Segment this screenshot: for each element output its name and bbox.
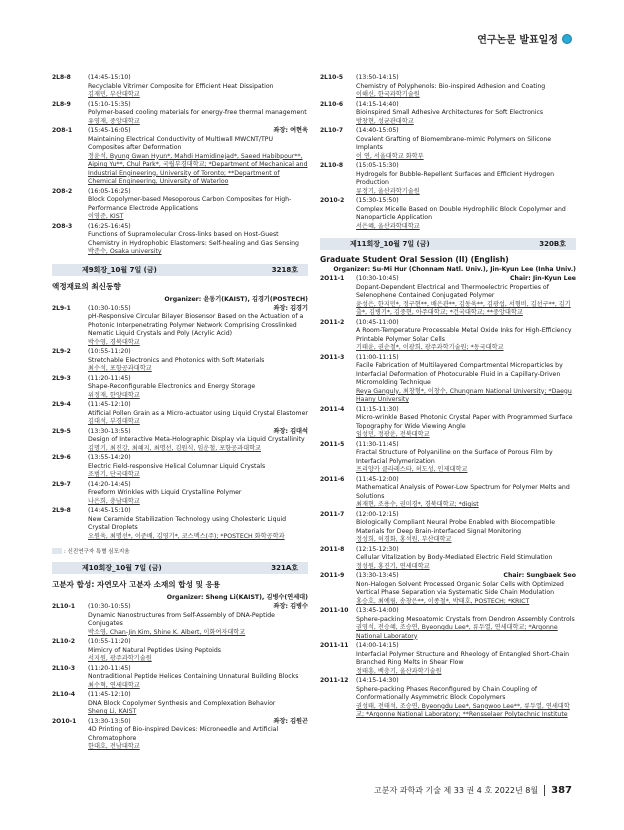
entry-time-row bbox=[88, 665, 308, 674]
entry-body bbox=[88, 454, 308, 480]
schedule-entry bbox=[52, 74, 308, 100]
schedule-entry bbox=[320, 511, 576, 545]
schedule-entry bbox=[52, 401, 308, 427]
entry-time: (15:45-16:05) bbox=[88, 127, 131, 134]
entry-title: Electric Field-responsive Helical Columnar Liquid Crystals bbox=[88, 462, 266, 470]
entry-authors: Reya Ganguly, 최창형*, 이창수, Chungnam National University; *Daegu Haany University bbox=[356, 387, 572, 403]
entry-time-row bbox=[356, 511, 576, 520]
entry-time-row bbox=[356, 319, 576, 328]
entry-body bbox=[88, 74, 308, 100]
entry-authors: 최재현, 조용수, 권미경*, 경북대학교; *digist bbox=[356, 501, 479, 508]
entry-title: Mimicry of Natural Peptides Using Peptoids bbox=[88, 646, 222, 654]
session-organizer: Organizer: 윤동기(KAIST), 김경기(POSTECH) bbox=[164, 295, 308, 303]
left-top-list bbox=[52, 74, 308, 257]
entry-title: Functions of Supramolecular Cross-links based on Host-Guest Chemistry in Hydrophobic Elastomers: Self-healing and Gas Sensing bbox=[88, 231, 299, 247]
schedule-entry bbox=[52, 127, 308, 187]
schedule-entry bbox=[320, 441, 576, 475]
entry-time: (10:30-10:55) bbox=[88, 304, 131, 312]
entry-time-row bbox=[356, 572, 576, 581]
entry-body bbox=[356, 546, 576, 572]
entry-title: Interfacial Polymer Structure and Rheology of Entangled Short-Chain Branched Ring Melts in Shear Flow bbox=[356, 650, 570, 666]
entry-code: 2L10-3 bbox=[52, 664, 76, 672]
entry-chair: Chair: Jin-Kyun Lee bbox=[509, 275, 576, 282]
entry-body bbox=[88, 665, 308, 691]
entry-time: (11:45-12:10) bbox=[88, 401, 131, 408]
entry-title: Facile Fabrication of Multilayered Compartmental Microparticles by Interfacial Deformation of Photocurable Fluid in a Capillary-Driven Micromolding Technique bbox=[356, 362, 563, 386]
entry-time: (11:15-11:30) bbox=[356, 405, 399, 413]
entry-code: 2O8-1 bbox=[52, 127, 73, 134]
entry-time-row bbox=[88, 691, 308, 700]
entry-code: 2O11-9 bbox=[320, 572, 345, 579]
schedule-entry bbox=[320, 572, 576, 606]
entry-authors: 권성태, 전태석, 조승연, Byeongdu Lee*, Sangwoo Lee**, 류두열, 연세대학교; *Argonne National Laboratory; **Rensselaer Polytechnic Institute bbox=[356, 702, 570, 718]
entry-time-row bbox=[356, 441, 576, 450]
schedule-entry bbox=[52, 603, 308, 637]
entry-code: 2L9-5 bbox=[52, 427, 71, 435]
entry-title: Dynamic Nanostructures from Self-Assembly of DNA-Peptide Conjugates bbox=[88, 611, 275, 627]
entry-chair: 좌장: 여현욱 bbox=[273, 127, 308, 134]
entry-chair: Chair: Sungbaek Seo bbox=[503, 572, 576, 579]
schedule-entry bbox=[52, 348, 308, 374]
entry-time-row bbox=[88, 718, 308, 727]
entry-code: 2O8-2 bbox=[52, 187, 73, 195]
entry-authors: 김대석, 부경대학교 bbox=[88, 418, 140, 425]
entry-time-row bbox=[88, 375, 308, 384]
legend-text: : 신진연구자 특별 심포지움 bbox=[64, 549, 130, 555]
schedule-entry bbox=[320, 162, 576, 196]
right-column bbox=[320, 74, 576, 721]
entry-chair: 좌장: 김대석 bbox=[273, 427, 308, 435]
entry-body bbox=[356, 406, 576, 440]
schedule-entry bbox=[320, 677, 576, 720]
section-header-room11 bbox=[320, 238, 576, 250]
entry-time: (13:30-13:55) bbox=[88, 427, 131, 435]
entry-title: Biologically Compliant Neural Probe Enabled with Biocompatible Materials for Deep Brain-interfaced Signal Monitoring bbox=[356, 519, 556, 535]
entry-body bbox=[356, 101, 576, 127]
entry-time-row bbox=[88, 188, 308, 197]
entry-time-row bbox=[88, 101, 308, 110]
schedule-entry bbox=[320, 354, 576, 405]
entry-title: Fractal Structure of Polyaniline on the Surface of Porous Film by Interfacial Polymerization bbox=[356, 449, 553, 465]
entry-title: Shape-Reconfigurable Electronics and Energy Storage bbox=[88, 383, 256, 390]
entry-authors: 최수석, 포항공과대학교 bbox=[88, 365, 152, 372]
schedule-entry bbox=[320, 127, 576, 161]
entry-time: (13:55-14:20) bbox=[88, 454, 131, 461]
entry-body bbox=[356, 354, 576, 405]
entry-code: 2O11-5 bbox=[320, 440, 345, 448]
entry-body bbox=[88, 401, 308, 427]
schedule-entry bbox=[320, 197, 576, 231]
entry-title: New Ceramide Stabilization Technology using Cholesteric Liquid Crystal Droplets bbox=[88, 515, 287, 531]
entry-title: Dopant-Dependent Electrical and Thermoelectric Properties of Selenophene Contained Conjugated Polymer bbox=[356, 283, 549, 299]
entry-code: 2O10-2 bbox=[320, 197, 345, 204]
entry-body bbox=[356, 511, 576, 545]
entry-authors: 프리양카 클라레스타, 허도성, 인제대학교 bbox=[356, 466, 468, 473]
entry-body bbox=[356, 572, 576, 606]
entry-code: 2O11-7 bbox=[320, 510, 345, 518]
entry-body bbox=[88, 718, 308, 752]
section-room: 320B호 bbox=[539, 240, 566, 248]
schedule-entry bbox=[52, 375, 308, 401]
entry-time: (15:10-15:35) bbox=[88, 100, 131, 108]
section-header-room10 bbox=[52, 562, 308, 574]
entry-time-row bbox=[356, 406, 576, 415]
entry-title: Design of Interactive Meta-Holographic Display via Liquid Crystallinity bbox=[88, 436, 305, 443]
entry-code: 2L9-3 bbox=[52, 374, 71, 382]
entry-time-row bbox=[88, 305, 308, 314]
entry-authors: 김재민, 부산대학교 bbox=[88, 91, 140, 98]
entry-time: (13:50-14:15) bbox=[356, 74, 399, 81]
entry-authors: 나은희, 충남대학교 bbox=[88, 497, 140, 505]
session-title: Graduate Student Oral Session (II) (English) bbox=[320, 255, 509, 264]
entry-code: 2O11-4 bbox=[320, 405, 345, 413]
entry-time-row bbox=[88, 454, 308, 463]
entry-body bbox=[356, 127, 576, 161]
entry-time: (14:20-14:45) bbox=[88, 480, 131, 488]
schedule-entry bbox=[52, 718, 308, 752]
entry-time: (11:20-11:45) bbox=[88, 664, 131, 672]
entry-code: 2L9-7 bbox=[52, 480, 71, 488]
entry-time: (11:45-12:00) bbox=[356, 475, 399, 483]
entry-title: DNA Block Copolymer Synthesis and Complexation Behavior bbox=[88, 699, 276, 707]
entry-time: (14:45-15:10) bbox=[88, 74, 131, 81]
schedule-entry bbox=[52, 101, 308, 127]
entry-title: Polymer-based cooling materials for energy-free thermal management bbox=[88, 109, 307, 116]
entry-time-row bbox=[88, 481, 308, 490]
entry-time-row bbox=[88, 507, 308, 516]
schedule-entry bbox=[52, 507, 308, 541]
entry-body bbox=[88, 188, 308, 222]
entry-title: Micro-wrinkle Based Photonic Crystal Paper with Programmed Surface Topography for Wide Viewing Angle bbox=[356, 414, 573, 430]
entry-code: 2L10-6 bbox=[320, 100, 344, 108]
entry-code: 2O11-12 bbox=[320, 677, 349, 684]
entry-title: Maintaining Electrical Conductivity of Multiwall MWCNT/TPU Composites after Deformation bbox=[88, 135, 274, 151]
entry-authors: 김명기, 최진강, 최혜지, 최명선, 김원식, 임운철, 포항공과대학교 bbox=[88, 444, 262, 452]
entry-authors: 박수영, 경북대학교 bbox=[88, 338, 140, 346]
legend-swatch bbox=[52, 548, 62, 554]
section-header-room9 bbox=[52, 264, 308, 276]
entry-time-row bbox=[88, 638, 308, 647]
entry-title: pH-Responsive Circular Bilayer Biosensor Based on the Actuation of a Photonic Interpenetrating Polymer Network Comprising Crosslinked Nematic Liquid Crystals and Poly (Acrylic Acid) bbox=[88, 313, 304, 337]
left-column bbox=[52, 74, 308, 753]
schedule-entry bbox=[320, 101, 576, 127]
schedule-entry bbox=[52, 638, 308, 664]
entry-body bbox=[88, 691, 308, 717]
entry-body bbox=[88, 305, 308, 348]
schedule-entry bbox=[320, 607, 576, 641]
section-label: 제10회장_10월 7일 (금) bbox=[82, 564, 162, 572]
room11-list bbox=[320, 275, 576, 720]
entry-code: 2O11-2 bbox=[320, 318, 345, 326]
entry-code: 2L10-1 bbox=[52, 603, 76, 610]
entry-title: Sphere-packing Phases Reconfigured by Chain Coupling of Conformationally Asymmetric Block Copolymers bbox=[356, 685, 538, 701]
entry-code: 2L9-2 bbox=[52, 348, 71, 355]
entry-body bbox=[356, 74, 576, 100]
schedule-entry bbox=[52, 454, 308, 480]
entry-title: Block Copolymer-based Mesoporous Carbon Composites for High-Performance Electrode Applications bbox=[88, 196, 292, 212]
session-organizer: Organizer: Su-Mi Hur (Chonnam Natl. Univ.), Jin-Kyun Lee (Inha Univ.) bbox=[333, 266, 576, 273]
entry-time: (13:45-14:00) bbox=[356, 607, 399, 614]
entry-authors: 기태윤, 권순철*, 이광희, 광주과학기술원; *동국대학교 bbox=[356, 344, 504, 351]
entry-authors: 이해신, 한국과학기술원 bbox=[356, 91, 420, 98]
entry-authors: 오원욱, 최명선*, 이준배, 김영기*, 코스맥스(주); *POSTECH 화학공학과 bbox=[88, 532, 285, 540]
entry-time: (13:30-13:50) bbox=[88, 717, 131, 725]
entry-time: (10:55-11:20) bbox=[88, 638, 131, 645]
entry-authors: 유영재, 중앙대학교 bbox=[88, 117, 140, 125]
circle-bullet-icon bbox=[562, 34, 572, 44]
page-footer bbox=[374, 785, 572, 796]
entry-title: Atificial Pollen Grain as a Micro-actuator using Liquid Crystal Elastomer bbox=[88, 409, 308, 417]
schedule-entry bbox=[52, 223, 308, 257]
schedule-entry bbox=[52, 188, 308, 222]
entry-chair: 좌장: 김원곤 bbox=[273, 717, 308, 725]
section-label: 제9회장_10월 7일 (금) bbox=[82, 265, 157, 274]
schedule-entry bbox=[320, 642, 576, 676]
entry-time: (10:45-11:00) bbox=[356, 318, 399, 326]
running-header bbox=[477, 31, 572, 46]
entry-time: (15:05-15:30) bbox=[356, 162, 399, 169]
entry-authors: 정성원, 홍진기, 연세대학교 bbox=[356, 562, 430, 570]
entry-code: 2L8-8 bbox=[52, 74, 71, 81]
entry-title: Chemistry of Polyphenols: Bio-inspired Adhesion and Coating bbox=[356, 82, 546, 90]
entry-code: 2L10-2 bbox=[52, 638, 76, 645]
entry-time: (14:00-14:15) bbox=[356, 642, 399, 649]
running-header-title: 연구논문 발표일정 bbox=[477, 35, 558, 46]
entry-code: 2L9-1 bbox=[52, 304, 71, 312]
schedule-entry bbox=[52, 665, 308, 691]
entry-title: Nontraditional Peptide Helices Containing Unnatural Building Blocks bbox=[88, 673, 299, 680]
entry-body bbox=[356, 319, 576, 353]
entry-time-row bbox=[88, 348, 308, 357]
entry-body bbox=[356, 162, 576, 196]
entry-code: 2O10-1 bbox=[52, 717, 77, 725]
entry-time-row bbox=[356, 677, 576, 686]
entry-authors: 박소영, Chan-Jin Kim, Shine K. Albert, 이화여자대학교 bbox=[88, 628, 246, 636]
schedule-entry bbox=[320, 546, 576, 572]
entry-body bbox=[88, 101, 308, 127]
schedule-entry bbox=[52, 691, 308, 717]
entry-time-row bbox=[88, 74, 308, 83]
schedule-entry bbox=[320, 476, 576, 510]
entry-time-row bbox=[356, 101, 576, 110]
section-room: 3218호 bbox=[271, 265, 298, 274]
entry-time-row bbox=[88, 401, 308, 410]
entry-authors: 이 연, 서울대학교 화학부 bbox=[356, 152, 424, 160]
entry-code: 2O11-6 bbox=[320, 475, 345, 483]
entry-body bbox=[88, 481, 308, 507]
entry-time-row bbox=[88, 127, 308, 136]
entry-body bbox=[88, 127, 308, 187]
entry-time: (12:15-12:30) bbox=[356, 545, 399, 553]
entry-time: (11:45-12:10) bbox=[88, 691, 131, 698]
entry-time: (14:15-14:40) bbox=[356, 100, 399, 108]
section-room: 321A호 bbox=[271, 564, 298, 572]
session-organizer: Organizer: Sheng Li(KAIST), 김병수(연세대) bbox=[166, 594, 308, 601]
schedule-entry bbox=[320, 406, 576, 440]
entry-body bbox=[356, 476, 576, 510]
entry-time: (10:30-10:55) bbox=[88, 603, 131, 610]
entry-title: Hydrogels for Bubble-Repellent Surfaces and Efficient Hydrogen Production bbox=[356, 170, 555, 186]
schedule-entry bbox=[320, 275, 576, 318]
entry-authors: 이영준, KIST bbox=[88, 213, 124, 220]
entry-authors: 방창현, 성균관대학교 bbox=[356, 117, 414, 125]
entry-body bbox=[356, 607, 576, 641]
schedule-entry bbox=[52, 428, 308, 454]
entry-authors: 조범기, 단국대학교 bbox=[88, 471, 140, 478]
entry-authors: 서은혜, 울산과학대학교 bbox=[356, 222, 420, 230]
schedule-entry bbox=[52, 481, 308, 507]
entry-authors: 류정기, 울산과학기술원 bbox=[356, 187, 420, 195]
entry-title: 4D Printing of Bio-inspired Devices: Microneedle and Artificial Chromatophore bbox=[88, 726, 279, 742]
entry-code: 2L9-6 bbox=[52, 454, 71, 461]
entry-time-row bbox=[356, 197, 576, 206]
entry-body bbox=[88, 428, 308, 454]
entry-time: (11:30-11:45) bbox=[356, 440, 399, 448]
entry-authors: 권영석, 전승혜, 조승연, Byeongdu Lee*, 류두열, 연세대학교; *Argonne National Laboratory bbox=[356, 624, 558, 640]
entry-authors: 위정재, 한양대학교 bbox=[88, 391, 140, 399]
entry-time-row bbox=[88, 428, 308, 437]
entry-time: (16:25-16:45) bbox=[88, 222, 131, 230]
entry-chair: 좌장: 김병수 bbox=[273, 603, 308, 610]
schedule-entry bbox=[52, 305, 308, 348]
session-title: 고분자 합성: 자연모사 고분자 소재의 합성 및 응용 bbox=[52, 580, 221, 589]
entry-code: 2L10-7 bbox=[320, 127, 344, 134]
entry-time: (10:30-10:45) bbox=[356, 275, 399, 282]
entry-body bbox=[356, 642, 576, 676]
section-label: 제11회장_10월 7일 (금) bbox=[350, 240, 430, 248]
entry-time-row bbox=[356, 74, 576, 83]
room9-list bbox=[52, 305, 308, 542]
legend-note bbox=[52, 547, 308, 555]
entry-authors: 윤성은, 한지민*, 정구현**, 배은관**, 김동욱**, 김광섭, 서형비, 김선구**, 김기출*, 김병기*, 김중현, 아주대학교; *건국대학교; **중앙대학교 bbox=[356, 300, 571, 316]
entry-code: 2O11-8 bbox=[320, 545, 345, 553]
entry-code: 2L9-4 bbox=[52, 401, 71, 408]
entry-title: Non-Halogen Solvent Processed Organic Solar Cells with Optimized Vertical Phase Separation via Systematic Side Chain Modulation bbox=[356, 580, 564, 596]
entry-body bbox=[356, 197, 576, 231]
entry-time: (11:00-11:15) bbox=[356, 353, 399, 361]
entry-title: Covalent Grafting of Biomembrane-mimic Polymers on Silicone Implants bbox=[356, 135, 552, 151]
entry-title: Complex Micelle Based on Double Hydrophilic Block Copolymer and Nanoparticle Application bbox=[356, 205, 566, 221]
entry-time-row bbox=[88, 223, 308, 232]
schedule-entry bbox=[320, 74, 576, 100]
entry-chair: 좌장: 김경기 bbox=[273, 304, 308, 312]
entry-body bbox=[88, 603, 308, 637]
entry-body bbox=[88, 223, 308, 257]
entry-time-row bbox=[356, 642, 576, 651]
entry-time-row bbox=[356, 275, 576, 284]
entry-time: (16:05-16:25) bbox=[88, 187, 131, 195]
entry-code: 2L8-9 bbox=[52, 100, 71, 108]
entry-time: (15:30-15:50) bbox=[356, 197, 399, 204]
entry-body bbox=[356, 677, 576, 720]
entry-authors: 정윤석, Byung Gwan Hyun*, Mahdi Hamidinejad*, Saeed Habibpour**, Aiping Yu**, Chul Park*, 국립부경대학교; *Department of Mechanical and Industrial Engineering, University of Toronto; **Department of Chemical Engineering, University of Waterloo bbox=[88, 152, 308, 185]
entry-time-row bbox=[356, 607, 576, 616]
entry-time: (14:45-15:10) bbox=[88, 507, 131, 514]
entry-authors: 정성희, 허경화, 홍석원, 부산대학교 bbox=[356, 536, 452, 543]
entry-title: Mathematical Analysis of Power-Low Spectrum for Polymer Melts and Solutions bbox=[356, 484, 570, 500]
entry-code: 2L10-4 bbox=[52, 691, 76, 698]
entry-title: A Room-Temperature Processable Metal Oxide Inks for High-Efficiency Printable Polymer Solar Cells bbox=[356, 327, 572, 343]
entry-time-row bbox=[356, 162, 576, 171]
entry-body bbox=[88, 638, 308, 664]
entry-code: 2L10-5 bbox=[320, 74, 344, 81]
entry-code: 2O11-11 bbox=[320, 642, 349, 649]
entry-time: (11:20-11:45) bbox=[88, 374, 131, 382]
entry-title: Recyclable Vitrimer Composite for Efficient Heat Dissipation bbox=[88, 82, 274, 90]
entry-authors: 한대호, 전남대학교 bbox=[88, 743, 140, 750]
entry-time: (10:55-11:20) bbox=[88, 348, 131, 355]
entry-body bbox=[88, 348, 308, 374]
entry-title: Stretchable Electronics and Photonics with Soft Materials bbox=[88, 356, 265, 364]
entry-code: 2O11-1 bbox=[320, 275, 345, 282]
session-title: 액정재료의 최신동향 bbox=[52, 281, 121, 291]
room10-list bbox=[52, 603, 308, 752]
entry-code: 2O11-3 bbox=[320, 353, 345, 361]
entry-body bbox=[88, 507, 308, 541]
entry-title: Cellular Vitalization by Body-Mediated Electric Field Stimulation bbox=[356, 554, 553, 561]
entry-authors: 최수혁, 연세대학교 bbox=[88, 681, 140, 689]
entry-time: (12:00-12:15) bbox=[356, 510, 399, 518]
page-number: 387 bbox=[544, 785, 572, 796]
right-top-list bbox=[320, 74, 576, 231]
entry-authors: Sheng Li, KAIST bbox=[88, 708, 137, 715]
entry-code: 2L9-8 bbox=[52, 507, 71, 514]
entry-authors: 박준수, Osaka university bbox=[88, 248, 162, 255]
entry-time-row bbox=[88, 603, 308, 612]
journal-info: 고분자 과학과 기술 제 33 권 4 호 2022년 8월 bbox=[374, 786, 539, 795]
entry-time: (14:15-14:30) bbox=[356, 677, 399, 684]
entry-time-row bbox=[356, 127, 576, 136]
entry-code: 2O11-10 bbox=[320, 607, 349, 614]
entry-time: (13:30-13:45) bbox=[356, 572, 399, 579]
entry-authors: 임성민, 정광운, 전북대학교 bbox=[356, 431, 430, 438]
entry-code: 2O8-3 bbox=[52, 222, 73, 230]
entry-authors: 홍승호, 최예림, 송창은**, 이종철*, 박태호, POSTECH; *KRICT bbox=[356, 597, 530, 605]
entry-title: Freeform Wrinkles with Liquid Crystalline Polymer bbox=[88, 489, 242, 496]
schedule-entry bbox=[320, 319, 576, 353]
entry-time: (14:40-15:05) bbox=[356, 127, 399, 134]
entry-time-row bbox=[356, 354, 576, 363]
entry-time-row bbox=[356, 546, 576, 555]
entry-title: Sphere-packing Mesoatomic Crystals from Dendron Assembly Controls bbox=[356, 615, 575, 623]
entry-body bbox=[356, 441, 576, 475]
entry-title: Bioinspired Small Adhesive Architectures for Soft Electronics bbox=[356, 109, 544, 116]
entry-body bbox=[356, 275, 576, 318]
entry-time-row bbox=[356, 476, 576, 485]
entry-code: 2L10-8 bbox=[320, 162, 344, 169]
entry-body bbox=[88, 375, 308, 401]
entry-authors: 정태흥, 백충기, 울산과학기술원 bbox=[356, 667, 442, 675]
entry-authors: 서지원, 광주과학기술원 bbox=[88, 655, 152, 662]
